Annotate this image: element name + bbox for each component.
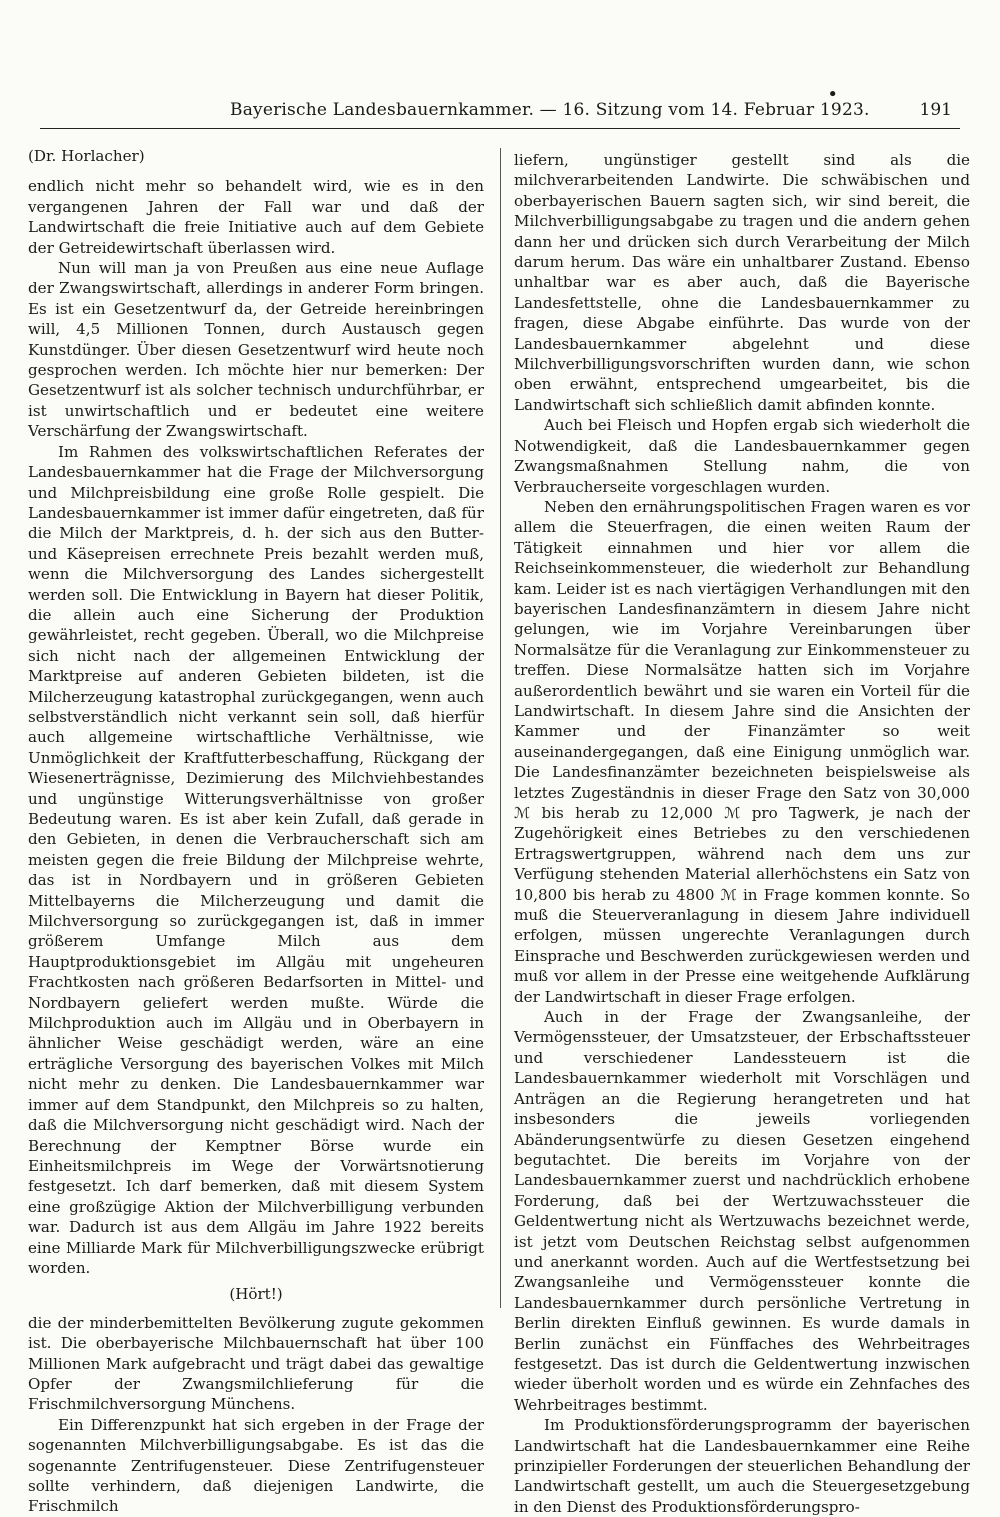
interjection: (Hört!) (229, 1285, 283, 1304)
paragraph: liefern, ungünstiger gestellt sind als die milchverarbeitenden Landwirte. Die schwäbischen und oberbayerischen Bauern sagten sich, wir sind bereit, die Milchverbilligungsabgabe zu tragen und die andern gehen dann her und drücken sich durch Verarbeitung der Milch darum herum. Das wäre ein unhaltbarer Zustand. Ebenso unhaltbar war es aber auch, daß die Bayerische Landesfettstelle, ohne die Landesbauernkammer zu fragen, diese Abgabe einführte. Das wurde von der Landesbauernkammer abgelehnt und diese Milchverbilligungsvorschriften wurden dann, wie schon oben erwähnt, entsprechend umgearbeitet, bis die Landwirtschaft sich schließlich damit abfinden konnte. (514, 151, 970, 414)
paragraph: Im Rahmen des volkswirtschaftlichen Referates der Landesbauernkammer hat die Frage der Milchversorgung und Milchpreisbildung eine große Rolle gespielt. Die Landesbauernkammer ist immer dafür eingetreten, daß für die Milch der Marktpreis, d. h. der sich aus den Butter- und Käsepreisen errechnete Preis bezahlt werden muß, wenn die Milchversorgung des Landes sichergestellt werden soll. Die Entwicklung in Bayern hat dieser Politik, die allein auch eine Sicherung der Produktion gewährleistet, recht gegeben. Überall, wo die Milchpreise sich nicht nach der allgemeinen Entwicklung der Marktpreise auf anderen Gebieten bildeten, ist die Milcherzeugung katastrophal zurückgegangen, wenn auch selbstverständlich nicht verkannt sein soll, daß hierfür auch allgemeine wirtschaftliche Verhältnisse, wie Unmöglichkeit der Kraftfutterbeschaffung, Rückgang der Wiesenerträgnisse, Dezimierung des Milchviehbestandes und ungünstige Witterungsverhältnisse von großer Bedeutung waren. Es ist aber kein Zufall, daß gerade in den Gebieten, in denen die Verbraucherschaft sich am meisten gegen die freie Bildung der Milchpreise wehrte, das ist in Nordbayern und in größeren Gebieten Mittelbayerns die Milcherzeugung und damit die Milchversorgung so zurückgegangen ist, daß in immer größerem Umfange Milch aus dem Hauptproduktionsgebiet im Allgäu mit ungeheuren Frachtkosten nach größeren Bedarfsorten in Mittel- und Nordbayern geliefert werden mußte. Würde die Milchproduktion auch im Allgäu und in Oberbayern in ähnlicher Weise geschädigt werden, wäre an eine erträgliche Versorgung des bayerischen Volkes mit Milch nicht mehr zu denken. Die Landesbauernkammer war immer auf dem Standpunkt, den Milchpreis so zu halten, daß die Milchversorgung nicht geschädigt wird. Nach der Berechnung der Kemptner Börse wurde ein Einheitsmilchpreis im Wege der Vorwärtsnotierung festgesetzt. Ich darf bemerken, daß mit diesem System eine großzügige Aktion der Milchverbilligung verbunden war. Dadurch ist aus dem Allgäu im Jahre 1922 bereits eine Milliarde Mark für Milchverbilligungszwecke erübrigt worden. (28, 442, 484, 1277)
paragraph: Neben den ernährungspolitischen Fragen waren es vor allem die Steuerfragen, die einen weiten Raum der Tätigkeit einnahmen und hier vor allem die Reichseinkommensteuer, die wiederholt zur Behandlung kam. Leider ist es nach viertägigen Verhandlungen mit den bayerischen Landesfinanzämtern in diesem Jahre nicht gelungen, wie im Vorjahre Vereinbarungen über Normalsätze für die Veranlagung zur Einkommensteuer zu treffen. Diese Normalsätze hatten sich im Vorjahre außerordentlich bewährt und sie waren ein Vorteil für die Landwirtschaft. In diesem Jahre sind die Ansichten der Kammer und der Finanzämter so weit auseinandergegangen, daß eine Einigung unmöglich war. Die Landesfinanzämter bezeichneten beispielsweise als letztes Zugeständnis in dieser Frage den Satz von 30,000 ℳ bis herab zu 12,000 ℳ pro Tagwerk, je nach der Zugehörigkeit eines Betriebes zu den verschiedenen Ertragswertgruppen, während nach dem uns zur Verfügung stehenden Material allerhöchstens ein Satz von 10,800 bis herab zu 4800 ℳ in Frage kommen konnte. So muß die Steuerveranlagung in diesem Jahre individuell erfolgen, müssen ungerechte Veranlagungen durch Einsprache und Beschwerden zurückgewiesen werden und muß vor allem in der Presse eine weitgehende Aufklärung der Landwirtschaft in dieser Frage erfolgen. (514, 497, 970, 1006)
page-number: 191 (919, 100, 952, 120)
header-title: Bayerische Landesbauernkammer. — 16. Sitzung vom 14. Februar 1923. (230, 100, 870, 120)
left-column (28, 146, 484, 1517)
paragraph: Auch bei Fleisch und Hopfen ergab sich wiederholt die Notwendigkeit, daß die Landesbauernkammer gegen Zwangsmaßnahmen Stellung nahm, die von Verbraucherseite vorgeschlagen wurden. (514, 416, 970, 496)
paragraph: die der minderbemittelten Bevölkerung zugute gekommen ist. Die oberbayerische Milchbauernschaft hat über 100 Millionen Mark aufgebracht und trägt dabei das gewaltige Opfer der Zwangsmilchlieferung für die Frischmilchversorgung Münchens. (28, 1313, 484, 1414)
paragraph: Auch in der Frage der Zwangsanleihe, der Vermögenssteuer, der Umsatzsteuer, der Erbschaftssteuer und verschiedener Landessteuern ist die Landesbauernkammer wiederholt mit Vorschlägen und Anträgen an die Regierung herangetreten und hat insbesonders die jeweils vorliegenden Abänderungsentwürfe zu diesen Gesetzen eingehend begutachtet. Die bereits im Vorjahre von der Landesbauernkammer zuerst und nachdrücklich erhobene Forderung, daß bei der Wertzuwachssteuer die Geldentwertung nicht als Wertzuwachs bezeichnet werde, ist jetzt vom Deutschen Reichstag selbst aufgenommen und anerkannt worden. Auch auf die Wertfestsetzung bei Zwangsanleihe und Vermögenssteuer konnte die Landesbauernkammer durch persönliche Vertretung in Berlin direkten Einfluß gewinnen. Es wurde damals in Berlin zunächst ein Fünffaches des Wehrbeitrages festgesetzt. Das ist durch die Geldentwertung inzwischen wieder überholt worden und es würde ein Zehnfaches des Wehrbeitrages bestimmt. (514, 1008, 970, 1414)
header-dot: • (827, 84, 838, 105)
running-header (40, 84, 960, 129)
paragraph: Nun will man ja von Preußen aus eine neue Auflage der Zwangswirtschaft, allerdings in anderer Form bringen. Es ist ein Gesetzentwurf da, der Getreide hereinbringen will, 4,5 Millionen Tonnen, durch Austausch gegen Kunstdünger. Über diesen Gesetzentwurf wird heute noch gesprochen werden. Ich möchte hier nur bemerken: Der Gesetzentwurf ist als solcher technisch undurchführbar, er ist unwirtschaftlich und er bedeutet eine weitere Verschärfung der Zwangswirtschaft. (28, 259, 484, 441)
speaker-label: (Dr. Horlacher) (28, 147, 145, 165)
column-divider (500, 148, 501, 1308)
paragraph: Im Produktionsförderungsprogramm der bayerischen Landwirtschaft hat die Landesbauernkammer eine Reihe prinzipieller Forderungen der steuerlichen Behandlung der Landwirtschaft gestellt, um auch die Steuergesetzgebung in den Dienst des Produktionsförderungspro- (514, 1416, 970, 1516)
paragraph: endlich nicht mehr so behandelt wird, wie es in den vergangenen Jahren der Fall war und daß der Landwirtschaft die freie Initiative auch auf dem Gebiete der Getreidewirtschaft überlassen wird. (28, 177, 484, 257)
paragraph: Ein Differenzpunkt hat sich ergeben in der Frage der sogenannten Milchverbilligungsabgabe. Es ist das die sogenannte Zentrifugensteuer. Diese Zentrifugensteuer sollte verhindern, daß diejenigen Landwirte, die Frischmilch (28, 1415, 484, 1516)
right-column (514, 150, 970, 1517)
